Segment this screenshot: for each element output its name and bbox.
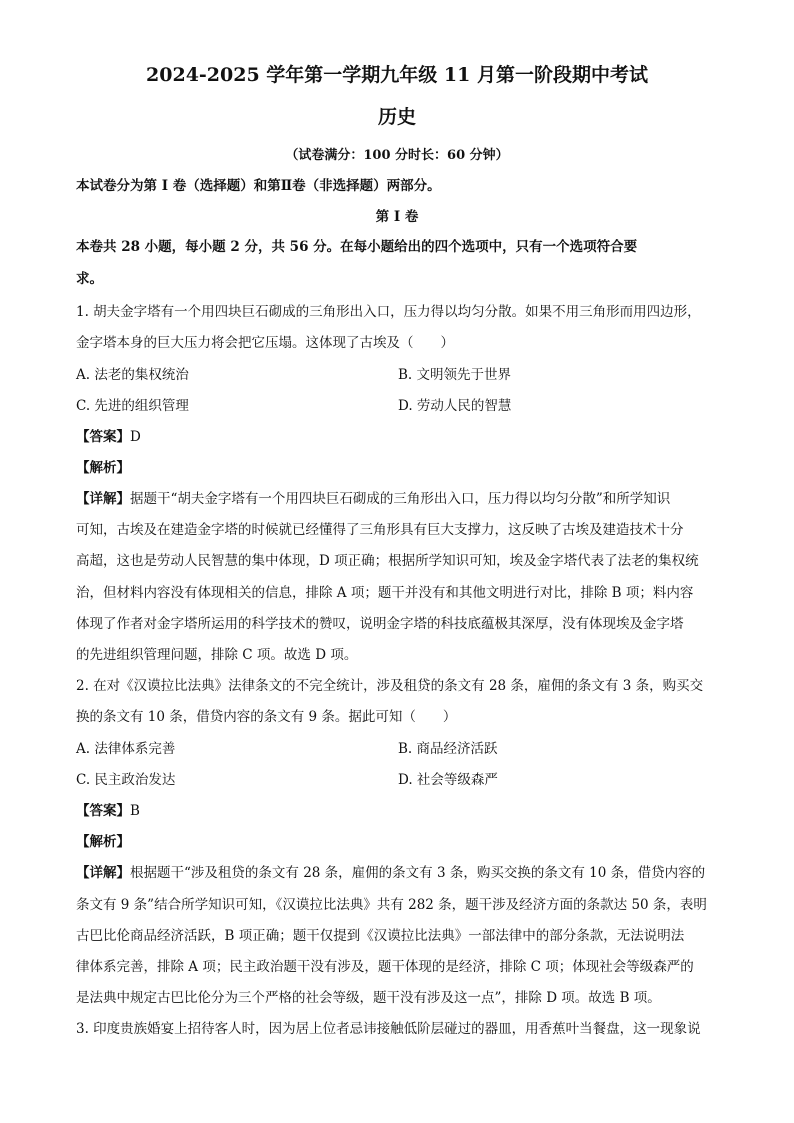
q2-option-a: A. 法律体系完善 [76, 741, 176, 757]
q2-detail-tag: 【详解】 [76, 865, 130, 881]
q1-answer [76, 428, 726, 446]
q1-detail-line-3: 高超，这也是劳动人民智慧的集中体现，D 项正确；根据所学知识可知，埃及金字塔代表了法老的集权统 [76, 553, 699, 569]
q2-option-c: C. 民主政治发达 [76, 772, 176, 788]
q2-stem-line-2: 换的条文有 10 条，借贷内容的条文有 9 条。据此可知（ ） [76, 709, 457, 725]
exam-info: （试卷满分：100 分时长：60 分钟） [285, 148, 509, 163]
q1-analysis-tag: 【解析】 [76, 460, 130, 476]
q2-stem-line-1: 2. 在对《汉谟拉比法典》法律条文的不完全统计，涉及租贷的条文有 28 条，雇佣的条文有 3 条，购买交 [76, 678, 704, 694]
q2-option-b: B. 商品经济活跃 [398, 741, 498, 757]
q2-detail-text-1: 根据题干“涉及租贷的条文有 28 条，雇佣的条文有 3 条，购买交换的条文有 10 条，借贷内容的 [130, 865, 706, 881]
q1-stem-line-1: 1. 胡夫金字塔有一个用四块巨石砌成的三角形出入口，压力得以均匀分散。如果不用三角形而用四边形， [76, 304, 701, 320]
exam-intro: 本试卷分为第 I 卷（选择题）和第Ⅱ卷（非选择题）两部分。 [76, 178, 441, 194]
q2-detail-line-5: 是法典中规定古巴比伦分为三个严格的社会等级，题干没有涉及这一点”，排除 D 项。故选 B 项。 [76, 990, 661, 1006]
q1-answer-tag: 【答案】 [76, 429, 130, 445]
q1-option-c: C. 先进的组织管理 [76, 398, 189, 414]
q1-detail-line-4: 治，但材料内容没有体现相关的信息，排除 A 项；题干并没有和其他文明进行对比，排除 B 项；料内容 [76, 585, 694, 601]
q1-detail-line-2: 可知，古埃及在建造金字塔的时候就已经懂得了三角形具有巨大支撑力，这反映了古埃及建造技术十分 [76, 522, 684, 538]
q2-answer [76, 802, 726, 820]
q2-detail-line-1 [76, 864, 726, 882]
q1-answer-value: D [130, 429, 141, 445]
q1-detail-line-5: 体现了作者对金字塔所运用的科学技术的赞叹，说明金字塔的科技底蕴极其深厚，没有体现埃及金字塔 [76, 616, 684, 632]
instruction-line-2: 求。 [76, 271, 103, 287]
q2-detail-line-4: 律体系完善，排除 A 项；民主政治题干没有涉及，题干体现的是经济，排除 C 项；体现社会等级森严的 [76, 959, 694, 975]
q1-option-a: A. 法老的集权统治 [76, 367, 189, 383]
q1-stem-line-2: 金字塔本身的巨大压力将会把它压塌。这体现了古埃及（ ） [76, 335, 454, 351]
exam-title: 2024-2025 学年第一学期九年级 11 月第一阶段期中考试 [146, 64, 648, 86]
q2-detail-line-3: 古巴比伦商品经济活跃，B 项正确；题干仅提到《汉谟拉比法典》一部法律中的部分条款，无法说明法 [76, 928, 685, 944]
q2-option-d: D. 社会等级森严 [398, 772, 498, 788]
q2-answer-tag: 【答案】 [76, 803, 130, 819]
q1-detail-line-1 [76, 490, 726, 508]
q1-detail-line-6: 的先进组织管理问题，排除 C 项。故选 D 项。 [76, 647, 358, 663]
q1-option-b: B. 文明领先于世界 [398, 367, 512, 383]
q2-answer-value: B [130, 803, 140, 819]
q1-detail-tag: 【详解】 [76, 491, 130, 507]
section-title: 第 I 卷 [375, 209, 419, 225]
instruction-line-1: 本卷共 28 小题，每小题 2 分，共 56 分。在每小题给出的四个选项中，只有一个选项符合要 [76, 239, 638, 255]
q2-detail-line-2: 条文有 9 条”结合所学知识可知，《汉谟拉比法典》共有 282 条，题干涉及经济方面的条款达 50 条，表明 [76, 897, 707, 913]
q1-option-d: D. 劳动人民的智慧 [398, 398, 512, 414]
q2-analysis-tag: 【解析】 [76, 834, 130, 850]
q1-detail-text-1: 据题干“胡夫金字塔有一个用四块巨石砌成的三角形出入口，压力得以均匀分散”和所学知识 [130, 491, 671, 507]
q3-stem-line-1: 3. 印度贵族婚宴上招待客人时，因为居上位者忌讳接触低阶层碰过的器皿，用香蕉叶当餐盘，这一现象说 [76, 1021, 701, 1037]
subject-title: 历史 [377, 106, 416, 128]
